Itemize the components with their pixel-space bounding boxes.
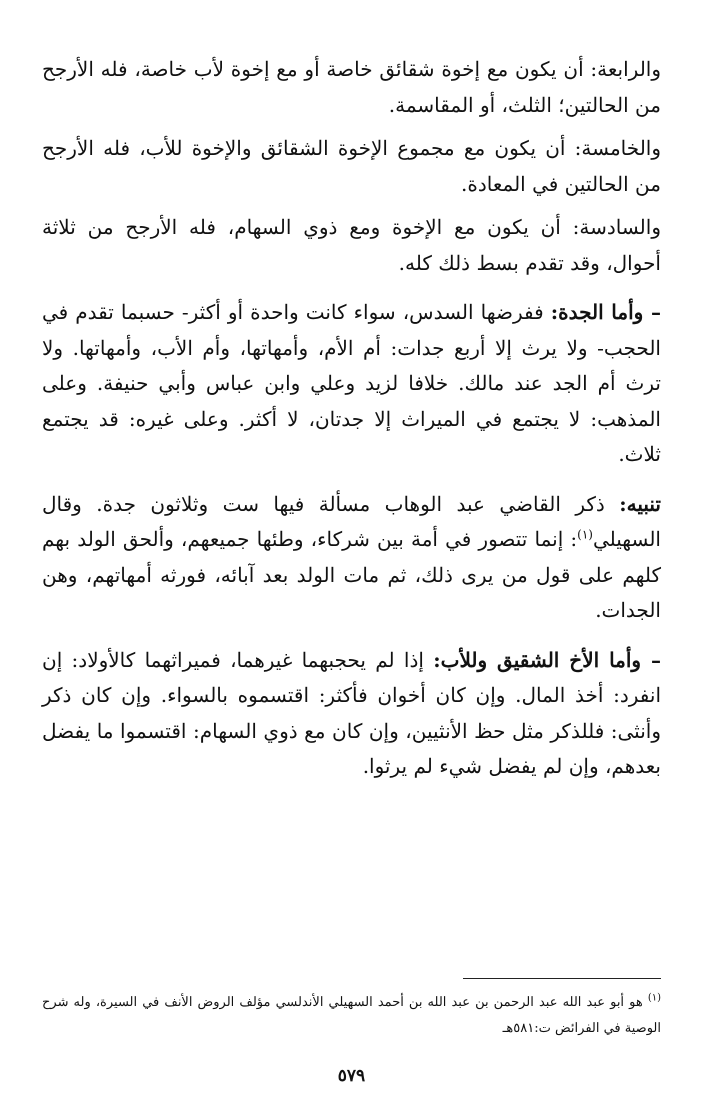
paragraph-text: والرابعة: أن يكون مع إخوة شقائق خاصة أو مع إخوة لأب خاصة، فله الأرجح من الحالتين؛ الثلث، أو المقاسمة. <box>42 57 661 117</box>
page-number: ٥٧٩ <box>337 1066 366 1086</box>
paragraph-note <box>42 487 661 629</box>
section-lead-grandmother: – وأما الجدة: <box>550 300 661 324</box>
footnote-marker: (١) <box>647 992 661 1004</box>
footnote <box>42 990 661 1042</box>
section-lead-brothers: – وأما الأخ الشقيق وللأب: <box>433 647 662 672</box>
footnote-reference[interactable]: (١) <box>577 527 593 542</box>
paragraph-fifth-case <box>42 131 661 202</box>
paragraph-brothers <box>42 643 661 785</box>
paragraph-sixth-case <box>42 210 661 281</box>
footnote-divider <box>463 978 661 979</box>
paragraph-text: والسادسة: أن يكون مع الإخوة ومع ذوي السهام، فله الأرجح من ثلاثة أحوال، وقد تقدم بسط ذلك كله. <box>42 215 661 275</box>
main-text <box>42 52 661 793</box>
footnote-text: هو أبو عبد الله عبد الرحمن بن عبد الله بن أحمد السهيلي الأندلسي مؤلف الروض الأنف في السيرة، وله شرح الوصية في الفرائض ت:٥٨١هـ <box>42 995 661 1036</box>
note-lead: تنبيه: <box>619 491 661 516</box>
paragraph-grandmother <box>42 295 661 473</box>
paragraph-text: : إنما تتصور في أمة بين شركاء، وطئها جميعهم، وألحق الولد بهم كلهم على قول من يرى ذلك، ثم مات الولد بعد آبائه، فورثه أمهاتهم، وهن الجدات. <box>42 527 661 622</box>
paragraph-fourth-case <box>42 52 661 123</box>
paragraph-text: ذكر القاضي عبد الوهاب مسألة فيها ست وثلاثون جدة. وقال السهيلي <box>42 491 661 551</box>
paragraph-text: إذا لم يحجبهما غيرهما، فميراثهما كالأولاد: إن انفرد: أخذ المال. وإن كان أخوان فأكثر: اقتسموه بالسواء. وإن كان ذكر وأنثى: فللذكر مثل حظ الأنثيين، وإن كان مع ذوي السهام: اقتسموا ما يفضل بعدهم، وإن لم يفضل شيء لم يرثوا. <box>42 647 661 778</box>
paragraph-text: ففرضها السدس، سواء كانت واحدة أو أكثر- حسبما تقدم في الحجب- ولا يرث إلا أربع جدات: أم الأم، وأمهاتها، وأم الأب، وأمهاتها. ولا ترث أم الجد عند مالك. خلافا لزيد وعلي وابن عباس وأبي حنيفة. وعلى المذهب: لا يجتمع في الميراث إلا جدتان، لا أكثر. وعلى غيره: قد يجتمع ثلاث. <box>42 300 661 466</box>
paragraph-text: والخامسة: أن يكون مع مجموع الإخوة الشقائق والإخوة للأب، فله الأرجح من الحالتين في المعادة. <box>42 136 661 196</box>
